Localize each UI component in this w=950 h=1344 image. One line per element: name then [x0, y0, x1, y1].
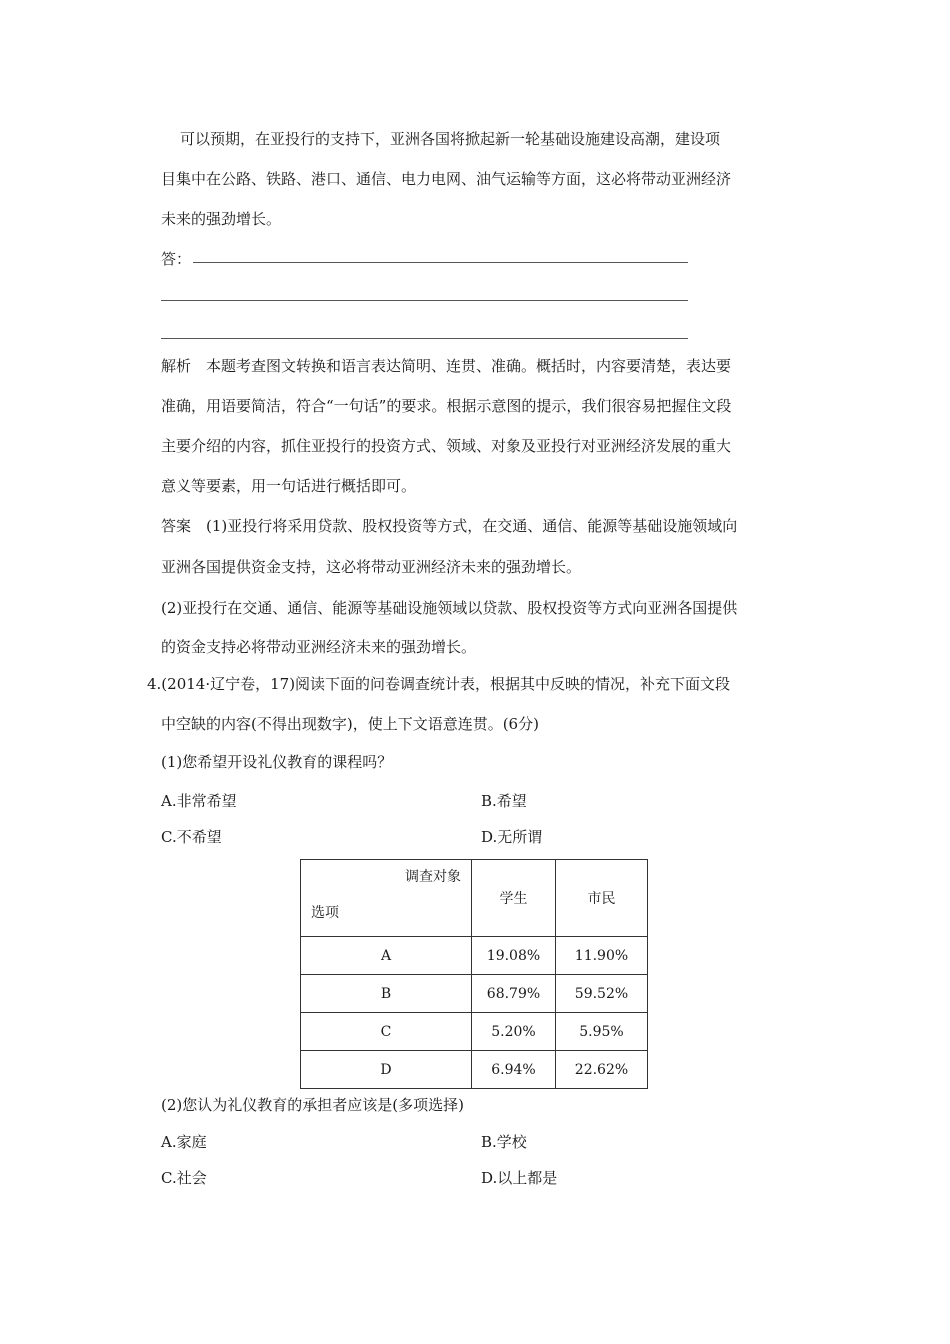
answer-line-1: 答案 (1)亚投行将采用贷款、股权投资等方式，在交通、通信、能源等基础设施领域向 — [161, 517, 738, 535]
q2-prompt: (2)您认为礼仪教育的承担者应该是(多项选择) — [161, 1096, 464, 1114]
row-student-value: 19.08% — [472, 937, 556, 975]
table-header-row — [301, 860, 648, 937]
q1-option-a: A.非常希望 — [161, 792, 237, 810]
row-option: D — [301, 1051, 472, 1089]
table-row — [301, 1051, 648, 1089]
row-citizen-value: 59.52% — [556, 975, 648, 1013]
header-student: 学生 — [472, 860, 556, 937]
row-student-value: 5.20% — [472, 1013, 556, 1051]
question4-line-2: 中空缺的内容(不得出现数字)，使上下文语意连贯。(6分) — [161, 715, 539, 733]
answer-prompt: 答： — [161, 250, 192, 268]
analysis-line-4: 意义等要素，用一句话进行概括即可。 — [161, 477, 417, 495]
header-option-label: 选项 — [311, 905, 339, 921]
q2-option-b: B.学校 — [481, 1133, 527, 1151]
header-diagonal-cell — [301, 860, 472, 937]
question4-line-1: 4.(2014·辽宁卷，17)阅读下面的问卷调查统计表，根据其中反映的情况，补充下面文段 — [147, 675, 731, 693]
q1-option-b: B.希望 — [481, 792, 527, 810]
row-option: C — [301, 1013, 472, 1051]
header-citizen: 市民 — [556, 860, 648, 937]
header-subject-label: 调查对象 — [405, 869, 461, 885]
q1-option-d: D.无所谓 — [481, 828, 543, 846]
row-option: B — [301, 975, 472, 1013]
row-citizen-value: 22.62% — [556, 1051, 648, 1089]
passage-line-3: 未来的强劲增长。 — [161, 210, 282, 228]
q2-option-a: A.家庭 — [161, 1133, 207, 1151]
row-citizen-value: 5.95% — [556, 1013, 648, 1051]
answer-blank-line-3[interactable] — [161, 338, 688, 339]
q2-option-d: D.以上都是 — [481, 1169, 558, 1187]
row-student-value: 6.94% — [472, 1051, 556, 1089]
passage-line-1: 可以预期，在亚投行的支持下，亚洲各国将掀起新一轮基础设施建设高潮，建设项 — [180, 130, 721, 148]
answer-line-4: 的资金支持必将带动亚洲经济未来的强劲增长。 — [161, 638, 477, 656]
answer-line-3: (2)亚投行在交通、通信、能源等基础设施领域以贷款、股权投资等方式向亚洲各国提供 — [161, 599, 738, 617]
analysis-line-2: 准确，用语要简洁，符合“一句话”的要求。根据示意图的提示，我们很容易把握住文段 — [161, 397, 732, 415]
analysis-line-3: 主要介绍的内容，抓住亚投行的投资方式、领域、对象及亚投行对亚洲经济发展的重大 — [161, 437, 732, 455]
passage-line-2: 目集中在公路、铁路、港口、通信、电力电网、油气运输等方面，这必将带动亚洲经济 — [161, 170, 732, 188]
table-row — [301, 975, 648, 1013]
answer-blank-line-2[interactable] — [161, 300, 688, 301]
row-option: A — [301, 937, 472, 975]
q1-prompt: (1)您希望开设礼仪教育的课程吗？ — [161, 753, 393, 771]
analysis-line-1: 解析 本题考查图文转换和语言表达简明、连贯、准确。概括时，内容要清楚，表达要 — [161, 357, 732, 375]
row-citizen-value: 11.90% — [556, 937, 648, 975]
row-student-value: 68.79% — [472, 975, 556, 1013]
survey-table — [300, 859, 648, 1089]
table-row — [301, 937, 648, 975]
answer-blank-line-1[interactable] — [193, 262, 688, 263]
q1-option-c: C.不希望 — [161, 828, 222, 846]
q2-option-c: C.社会 — [161, 1169, 207, 1187]
table-row — [301, 1013, 648, 1051]
answer-line-2: 亚洲各国提供资金支持，这必将带动亚洲经济未来的强劲增长。 — [161, 558, 582, 576]
